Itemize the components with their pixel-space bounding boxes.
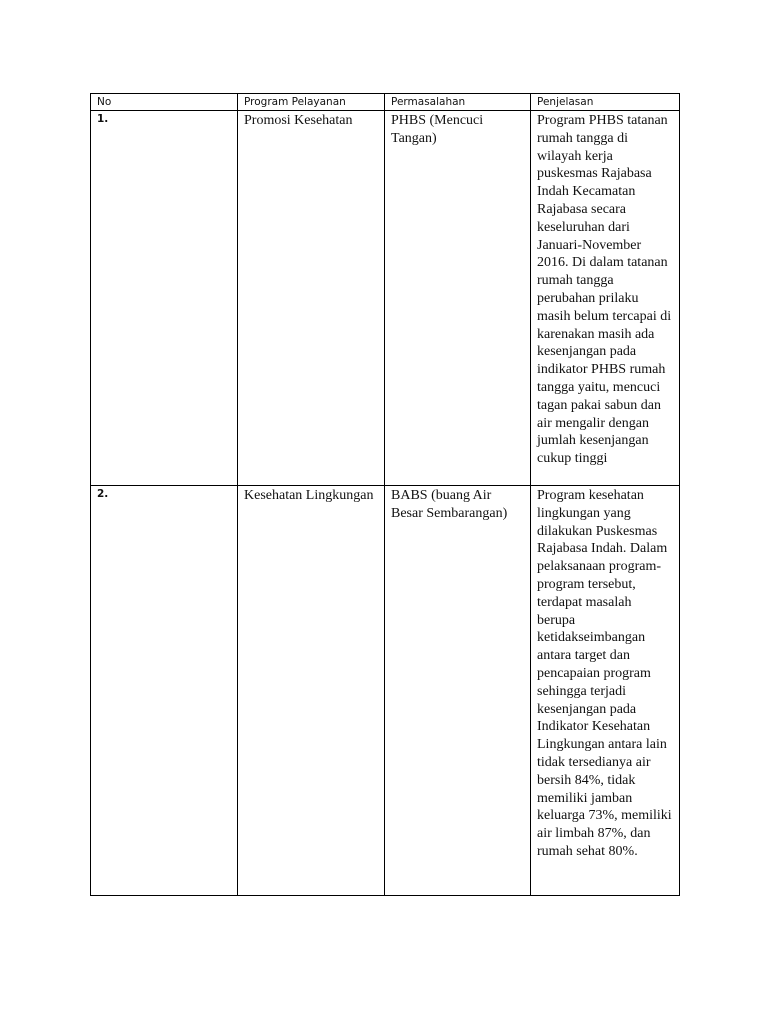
- header-no: No: [91, 94, 238, 111]
- table-row: [91, 486, 680, 896]
- program-cell: Kesehatan Lingkungan: [238, 486, 385, 896]
- explanation-cell: Program kesehatan lingkungan yang dilakukan Puskesmas Rajabasa Indah. Dalam pelaksanaan program-program tersebut, terdapat masalah berupa ketidakseimbangan antara target dan pencapaian program sehingga terjadi kesenjangan pada Indikator Kesehatan Lingkungan antara lain tidak tersedianya air bersih 84%, tidak memiliki jamban keluarga 73%, memiliki air limbah 87%, dan rumah sehat 80%.: [531, 486, 680, 896]
- table-row: [91, 111, 680, 486]
- program-cell: Promosi Kesehatan: [238, 111, 385, 486]
- row-number: 1.: [91, 111, 238, 486]
- header-program: Program Pelayanan: [238, 94, 385, 111]
- problem-cell: PHBS (Mencuci Tangan): [385, 111, 531, 486]
- explanation-cell: Program PHBS tatanan rumah tangga di wilayah kerja puskesmas Rajabasa Indah Kecamatan Rajabasa secara keseluruhan dari Januari-November 2016. Di dalam tatanan rumah tangga perubahan prilaku masih belum tercapai di karenakan masih ada kesenjangan pada indikator PHBS rumah tangga yaitu, mencuci tagan pakai sabun dan air mengalir dengan jumlah kesenjangan cukup tinggi: [531, 111, 680, 486]
- header-explanation: Penjelasan: [531, 94, 680, 111]
- header-problem: Permasalahan: [385, 94, 531, 111]
- program-table: [90, 93, 680, 896]
- problem-cell: BABS (buang Air Besar Sembarangan): [385, 486, 531, 896]
- row-number: 2.: [91, 486, 238, 896]
- table-header-row: [91, 94, 680, 111]
